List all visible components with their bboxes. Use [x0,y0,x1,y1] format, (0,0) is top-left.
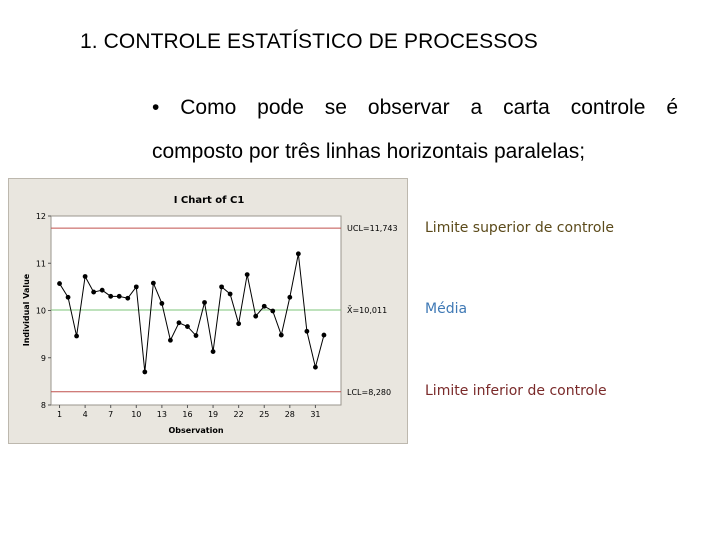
bullet-text-line-2: composto por três linhas horizontais paralelas; [152,140,586,163]
data-point [74,334,79,339]
y-axis-label: Individual Value [22,273,31,347]
data-point [57,281,62,286]
bullet-text-line-1: • Como pode se observar a carta controle é [152,96,678,119]
plot-area [51,216,341,405]
data-point [219,284,224,289]
data-point [159,301,164,306]
data-point [125,296,130,301]
y-tick-label: 11 [35,259,46,269]
data-point [83,274,88,279]
data-point [253,314,258,319]
x-tick-label: 16 [182,410,193,419]
data-point [194,333,199,338]
data-point [322,333,327,338]
x-tick-label: 10 [131,410,142,419]
y-tick-label: 10 [35,306,46,316]
y-tick-label: 9 [40,353,46,363]
data-point [279,333,284,338]
data-point [185,324,190,329]
data-point [108,294,113,299]
data-point [202,300,207,305]
data-point [287,295,292,300]
data-point [177,320,182,325]
data-point [236,321,241,326]
data-point [304,329,309,334]
callout-mean: Média [425,301,468,317]
data-point [91,290,96,295]
center-label: X̄=10,011 [347,305,388,315]
slide-title: 1. CONTROLE ESTATÍSTICO DE PROCESSOS [80,30,538,53]
data-point [296,251,301,256]
control-chart-svg [9,179,409,445]
x-tick-label: 19 [207,410,219,419]
chart-title: I Chart of C1 [173,195,245,206]
data-point [117,294,122,299]
x-axis-label: Observation [168,426,224,435]
x-tick-label: 7 [108,410,114,419]
x-tick-label: 4 [82,410,88,419]
callout-upper-limit: Limite superior de controle [425,220,614,236]
data-point [270,309,275,314]
data-point [211,349,216,354]
x-tick-label: 13 [156,410,167,419]
ucl-label: UCL=11,743 [347,224,398,234]
data-point [134,284,139,289]
data-point [100,288,105,293]
data-point [228,292,233,297]
x-tick-label: 31 [310,410,321,419]
data-point [168,338,173,343]
callout-lower-limit: Limite inferior de controle [425,383,607,399]
data-point [245,272,250,277]
data-point [66,295,71,300]
data-point [262,304,267,309]
control-chart [8,178,408,444]
x-tick-label: 28 [284,410,295,419]
data-point [313,365,318,370]
y-tick-label: 12 [35,212,46,221]
y-tick-label: 8 [40,401,46,410]
x-tick-label: 22 [233,410,244,419]
data-point [151,281,156,286]
x-tick-label: 1 [56,410,63,419]
x-tick-label: 25 [259,410,270,419]
data-point [142,370,147,375]
lcl-label: LCL=8,280 [347,387,392,397]
